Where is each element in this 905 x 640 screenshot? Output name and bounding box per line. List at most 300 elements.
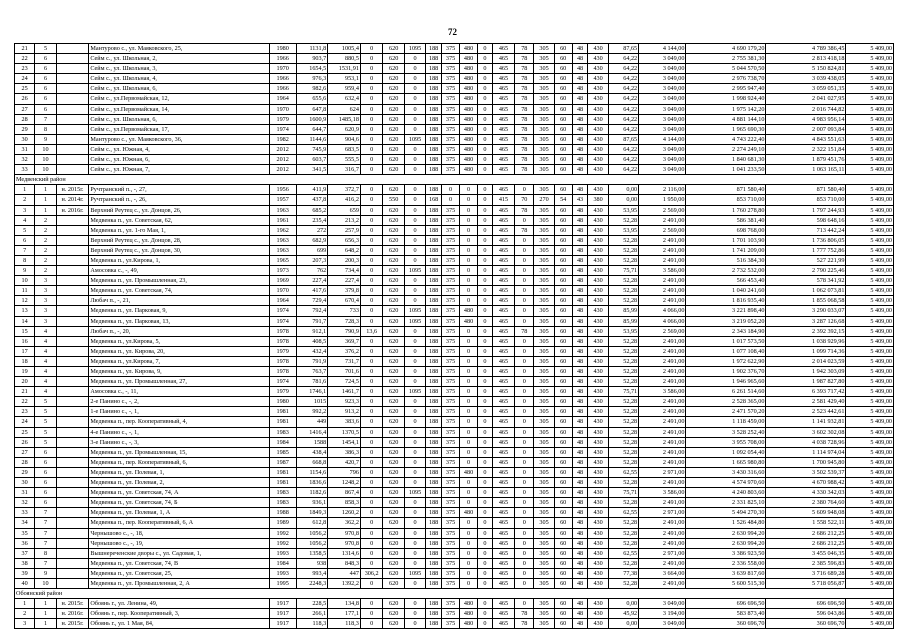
table-cell: 5 409,00 (846, 367, 894, 377)
table-cell: 465 (492, 74, 515, 84)
table-cell: 5 409,00 (846, 54, 894, 64)
table-cell: 48 (572, 427, 588, 437)
table-cell: 1095 (404, 306, 425, 316)
table-cell: 0 (515, 296, 534, 306)
table-cell: 430 (588, 286, 608, 296)
table-cell: 52,28 (608, 447, 638, 457)
table-cell: 5 409,00 (846, 467, 894, 477)
table-cell: 60 (554, 397, 572, 407)
table-cell: 0 (360, 195, 383, 205)
table-cell: 48 (572, 356, 588, 366)
table-cell: 465 (492, 144, 515, 154)
table-cell: 0 (404, 225, 425, 235)
table-cell: 375 (442, 64, 460, 74)
table-cell: 1 114 974,04 (766, 447, 846, 457)
table-cell: 0 (404, 155, 425, 165)
table-cell: 0 (478, 94, 493, 104)
table-cell: 465 (492, 124, 515, 134)
table-cell: 430 (588, 407, 608, 417)
table-cell: 3 (35, 316, 56, 326)
table-cell: 430 (588, 245, 608, 255)
table-cell: Сейм с., ул. Южная, 4, (89, 144, 269, 154)
table-cell: 4 743 222,40 (686, 134, 766, 144)
table-cell: 305 (534, 64, 554, 74)
table-cell: 0 (460, 447, 478, 457)
table-cell: 8 (15, 255, 35, 265)
table-cell: 1 (35, 619, 56, 629)
table-cell: 0 (404, 245, 425, 255)
table-cell: 1056,2 (296, 538, 328, 548)
table-cell: 1963 (269, 235, 296, 245)
table-cell: 375 (442, 165, 460, 175)
table-cell: 360 696,70 (766, 619, 846, 629)
table-cell: 0 (478, 367, 493, 377)
table-cell: 5 409,00 (846, 397, 894, 407)
table-cell: 4 330 342,03 (766, 488, 846, 498)
table-cell: 4 (35, 336, 56, 346)
table-cell: 790,9 (328, 326, 361, 336)
table-cell: 0 (515, 255, 534, 265)
table-cell: 87,65 (608, 44, 638, 54)
table-row (15, 266, 894, 276)
table-cell: 2012 (269, 155, 296, 165)
table-cell: 550 (383, 195, 404, 205)
table-cell: 306,2 (360, 568, 383, 578)
table-cell: 465 (492, 578, 515, 588)
table-cell: Амосовка с., -, 11, (89, 387, 269, 397)
table-cell: 60 (554, 94, 572, 104)
table-cell: 0 (515, 245, 534, 255)
table-cell: 0 (515, 518, 534, 528)
table-row (15, 397, 894, 407)
table-cell: 85,99 (608, 306, 638, 316)
table-cell: 60 (554, 609, 572, 619)
table-cell: 0 (515, 215, 534, 225)
table-row (15, 417, 894, 427)
table-cell: 430 (588, 356, 608, 366)
table-cell: 430 (588, 266, 608, 276)
table-cell: 227,4 (328, 276, 361, 286)
table-cell: 2 491,00 (639, 478, 686, 488)
table-cell: 5 409,00 (846, 619, 894, 629)
table-cell: 2 392 392,15 (766, 326, 846, 336)
table-cell: 731,7 (328, 356, 361, 366)
table-cell: 48 (572, 367, 588, 377)
table-cell: 0 (404, 356, 425, 366)
table-cell: 188 (426, 185, 442, 195)
table-cell: 0 (460, 548, 478, 558)
table-cell: 362,2 (328, 518, 361, 528)
table-cell: 2 385 596,83 (766, 558, 846, 568)
table-cell: 465 (492, 296, 515, 306)
table-cell: 60 (554, 447, 572, 457)
table-cell (56, 498, 89, 508)
table-cell: 5 409,00 (846, 528, 894, 538)
table-cell: 1 038 929,96 (766, 336, 846, 346)
table-cell: 1993 (269, 568, 296, 578)
table-cell: 2 630 994,20 (686, 538, 766, 548)
table-cell: 465 (492, 245, 515, 255)
table-cell: 6 (35, 478, 56, 488)
table-cell: 465 (492, 538, 515, 548)
table-cell: 60 (554, 478, 572, 488)
table-cell: Обоянь г., ул. Ленина, 49, (89, 599, 269, 609)
table-cell: Верхний Реутец с., ул. Донцов, 26, (89, 205, 269, 215)
table-cell: 3 049,00 (639, 165, 686, 175)
table-row (15, 155, 894, 165)
table-cell: 48 (572, 568, 588, 578)
table-cell: 5 409,00 (846, 225, 894, 235)
table-cell: 2 491,00 (639, 427, 686, 437)
table-cell (56, 94, 89, 104)
table-cell: 1314,6 (328, 548, 361, 558)
table-cell: 168 (426, 195, 442, 205)
table-cell: 430 (588, 346, 608, 356)
table-cell: 375 (442, 387, 460, 397)
table-cell: 5 409,00 (846, 377, 894, 387)
table-cell: 430 (588, 155, 608, 165)
table-cell: 480 (460, 134, 478, 144)
table-cell: 48 (572, 518, 588, 528)
table-cell: 316,7 (328, 165, 361, 175)
table-cell: 620 (383, 609, 404, 619)
table-cell: 0 (515, 427, 534, 437)
table-cell: 375 (442, 467, 460, 477)
table-cell: 5 409,00 (846, 538, 894, 548)
table-row (15, 316, 894, 326)
table-cell: 5 409,00 (846, 104, 894, 114)
table-cell: 305 (534, 407, 554, 417)
table-cell: 48 (572, 64, 588, 74)
table-cell: Медвенка п., ул. Советская, 74, В (89, 558, 269, 568)
table-cell: 5 409,00 (846, 155, 894, 165)
table-cell: 48 (572, 548, 588, 558)
table-cell: 620 (383, 84, 404, 94)
page-number: 72 (448, 27, 457, 37)
table-cell: 4 038 728,96 (766, 437, 846, 447)
table-row (15, 225, 894, 235)
table-cell (56, 124, 89, 134)
table-cell: 620 (383, 144, 404, 154)
table-cell: 430 (588, 437, 608, 447)
table-cell: 430 (588, 508, 608, 518)
table-cell: 305 (534, 356, 554, 366)
table-cell: 48 (572, 417, 588, 427)
table-cell: Сейм с., ул. Школьная, 4, (89, 74, 269, 84)
table-cell: 37 (15, 548, 35, 558)
table-cell: 305 (534, 215, 554, 225)
table-cell: 1970 (269, 104, 296, 114)
table-cell: 60 (554, 74, 572, 84)
table-cell: 913,2 (328, 407, 361, 417)
table-cell: 3 221 898,40 (686, 306, 766, 316)
table-cell: 3 049,00 (639, 114, 686, 124)
table-cell: 1056,2 (296, 528, 328, 538)
table-cell: 188 (426, 447, 442, 457)
table-cell: 188 (426, 377, 442, 387)
table-cell (56, 104, 89, 114)
table-cell: 0 (460, 276, 478, 286)
table-cell: 1970 (269, 64, 296, 74)
table-cell: 480 (460, 44, 478, 54)
table-cell: 480 (460, 84, 478, 94)
table-cell: 305 (534, 185, 554, 195)
table-cell: 796 (328, 467, 361, 477)
table-cell: 305 (534, 568, 554, 578)
table-cell: 0 (478, 568, 493, 578)
table-row (15, 215, 894, 225)
table-cell: 0 (360, 578, 383, 588)
table-cell: 375 (442, 478, 460, 488)
table-cell: 305 (534, 437, 554, 447)
table-cell: 64,22 (608, 104, 638, 114)
table-cell (56, 306, 89, 316)
table-cell: 213,2 (328, 215, 361, 225)
table-cell: 465 (492, 316, 515, 326)
table-cell: 465 (492, 528, 515, 538)
table-cell: 6 (35, 457, 56, 467)
table-cell: 0 (404, 165, 425, 175)
table-cell: 959,4 (328, 84, 361, 94)
table-cell: 3 049,00 (639, 155, 686, 165)
table-cell: 2 790 225,46 (766, 266, 846, 276)
table-cell: 668,8 (296, 457, 328, 467)
table-cell: 188 (426, 215, 442, 225)
table-cell: 1 (35, 195, 56, 205)
table-cell: 936,1 (296, 498, 328, 508)
table-cell: 3-е Панино с., -, 3, (89, 437, 269, 447)
table-cell: 48 (572, 447, 588, 457)
table-cell: 60 (554, 518, 572, 528)
table-cell: 48 (572, 538, 588, 548)
table-cell: 188 (426, 114, 442, 124)
table-cell: 52,28 (608, 498, 638, 508)
table-cell: 60 (554, 356, 572, 366)
table-cell: 0 (404, 255, 425, 265)
table-cell: 48 (572, 478, 588, 488)
table-cell: 375 (442, 134, 460, 144)
table-cell: 52,28 (608, 407, 638, 417)
table-cell: 620 (383, 215, 404, 225)
table-cell: 2 491,00 (639, 276, 686, 286)
table-cell: 465 (492, 427, 515, 437)
table-cell: 266,1 (296, 609, 328, 619)
table-cell: 0 (515, 397, 534, 407)
table-cell: 7 (15, 245, 35, 255)
table-cell: 0 (460, 266, 478, 276)
table-cell: 78 (515, 64, 534, 74)
table-cell: 227,4 (296, 276, 328, 286)
table-cell: 305 (534, 205, 554, 215)
table-cell: 620 (383, 558, 404, 568)
table-cell: 5 718 056,87 (766, 578, 846, 588)
table-cell: 5 409,00 (846, 235, 894, 245)
table-row (15, 599, 894, 609)
table-cell: 60 (554, 245, 572, 255)
table-cell: 465 (492, 54, 515, 64)
table-row (15, 457, 894, 467)
table-cell: 659 (328, 205, 361, 215)
table-cell: Медвенка п., ул. Полевая, 1, А (89, 508, 269, 518)
table-cell: 430 (588, 165, 608, 175)
table-cell: 465 (492, 255, 515, 265)
table-cell: 3 (35, 296, 56, 306)
table-cell: 1461,7 (328, 387, 361, 397)
table-cell: 188 (426, 498, 442, 508)
table-cell: 0 (404, 185, 425, 195)
table-cell: 5 409,00 (846, 205, 894, 215)
table-cell: 0 (478, 578, 493, 588)
table-cell: 4 (35, 326, 56, 336)
table-cell: 5 409,00 (846, 356, 894, 366)
table-cell: 620 (383, 185, 404, 195)
table-cell: 415 (492, 195, 515, 205)
table-cell: 188 (426, 437, 442, 447)
table-cell: 188 (426, 538, 442, 548)
table-cell: 555,5 (328, 155, 361, 165)
table-cell: 0 (360, 185, 383, 195)
table-cell: 620 (383, 205, 404, 215)
table-cell: 1485,18 (328, 114, 361, 124)
table-cell: 1957 (269, 195, 296, 205)
table-cell: 188 (426, 44, 442, 54)
table-cell: 52,28 (608, 558, 638, 568)
table-cell: 383,6 (328, 417, 361, 427)
table-cell: 734,4 (328, 266, 361, 276)
table-cell: 48 (572, 44, 588, 54)
table-cell: 3 049,00 (639, 104, 686, 114)
table-cell: 0 (460, 235, 478, 245)
table-cell: 2 491,00 (639, 437, 686, 447)
table-cell: 791,9 (296, 356, 328, 366)
table-cell: 305 (534, 387, 554, 397)
table-cell: 1980 (269, 44, 296, 54)
table-cell: 620 (383, 387, 404, 397)
table-cell: 188 (426, 134, 442, 144)
table-cell: 0 (404, 467, 425, 477)
table-cell: 620 (383, 235, 404, 245)
section-row (15, 175, 894, 185)
table-cell: 305 (534, 518, 554, 528)
table-cell (56, 44, 89, 54)
table-cell: 0 (360, 427, 383, 437)
table-cell: 60 (554, 336, 572, 346)
table-cell: 0 (460, 185, 478, 195)
table-cell: 6 (15, 235, 35, 245)
table-row (15, 498, 894, 508)
table-cell: 0 (478, 195, 493, 205)
table-cell: 1917 (269, 599, 296, 609)
table-cell: 52,28 (608, 538, 638, 548)
table-cell: 0 (404, 528, 425, 538)
table-cell: 2 471 570,20 (686, 407, 766, 417)
table-cell: 5 409,00 (846, 387, 894, 397)
table-cell: 1 777 752,86 (766, 245, 846, 255)
table-cell: 0 (478, 508, 493, 518)
table-cell: 1600,9 (296, 114, 328, 124)
table-cell: 5 150 824,81 (766, 64, 846, 74)
table-cell: 3 602 302,08 (766, 427, 846, 437)
table-cell: 134,8 (328, 599, 361, 609)
table-cell: 0 (460, 427, 478, 437)
table-cell: 4 789 386,45 (766, 44, 846, 54)
table-cell: 60 (554, 205, 572, 215)
table-cell: Сейм с., ул.Первомайская, 12, (89, 94, 269, 104)
table-cell: 78 (515, 104, 534, 114)
table-cell: 430 (588, 296, 608, 306)
table-cell: 0 (478, 114, 493, 124)
table-cell: 480 (460, 508, 478, 518)
table-cell: 257,9 (328, 225, 361, 235)
table-cell: Медвенка п., ул. Промышленная, 27, (89, 377, 269, 387)
table-cell: 0 (478, 599, 493, 609)
table-cell: 305 (534, 377, 554, 387)
table-cell: 188 (426, 397, 442, 407)
table-cell: 6 (35, 84, 56, 94)
table-cell: 2248,3 (296, 578, 328, 588)
table-cell: 480 (460, 74, 478, 84)
table-cell: 1983 (269, 498, 296, 508)
table-cell: 0 (404, 144, 425, 154)
table-cell: 1 077 108,40 (686, 346, 766, 356)
table-cell: 465 (492, 84, 515, 94)
table-cell: 0 (478, 296, 493, 306)
table-cell: 48 (572, 255, 588, 265)
table-cell: 465 (492, 568, 515, 578)
table-cell: 2 569,00 (639, 225, 686, 235)
table-cell: 60 (554, 558, 572, 568)
table-cell: 0 (404, 114, 425, 124)
table-cell: 2 971,00 (639, 548, 686, 558)
table-cell: 305 (534, 296, 554, 306)
table-cell: 762 (296, 266, 328, 276)
table-cell: 0 (515, 316, 534, 326)
table-cell: 305 (534, 346, 554, 356)
table-cell: 375 (442, 346, 460, 356)
table-cell: 60 (554, 276, 572, 286)
table-cell: 0 (515, 235, 534, 245)
table-cell: 1992 (269, 538, 296, 548)
table-cell: 52,28 (608, 356, 638, 366)
table-cell: 5 044 570,50 (686, 64, 766, 74)
table-cell: 620 (383, 478, 404, 488)
table-cell: 0 (360, 144, 383, 154)
table-cell: 880,5 (328, 54, 361, 64)
table-cell: 578 341,92 (766, 276, 846, 286)
table-cell: 430 (588, 225, 608, 235)
table-cell: 0 (404, 367, 425, 377)
table-cell: 2 491,00 (639, 336, 686, 346)
table-cell: 17 (15, 346, 35, 356)
table-cell: 620 (383, 54, 404, 64)
table-cell: 3 194,00 (639, 609, 686, 619)
table-cell: 188 (426, 528, 442, 538)
table-cell: 188 (426, 54, 442, 64)
table-cell: 0 (460, 326, 478, 336)
table-cell: 1 040 241,60 (686, 286, 766, 296)
table-cell (56, 296, 89, 306)
table-cell: 698 768,00 (686, 225, 766, 235)
table-cell: 1 141 932,81 (766, 417, 846, 427)
table-cell: 527 221,99 (766, 255, 846, 265)
table-cell: 0 (478, 205, 493, 215)
table-cell: 620 (383, 528, 404, 538)
table-cell: 1978 (269, 326, 296, 336)
table-cell: 22 (15, 54, 35, 64)
table-cell: 1974 (269, 124, 296, 134)
table-cell: 0 (478, 558, 493, 568)
table-cell: 24 (15, 417, 35, 427)
